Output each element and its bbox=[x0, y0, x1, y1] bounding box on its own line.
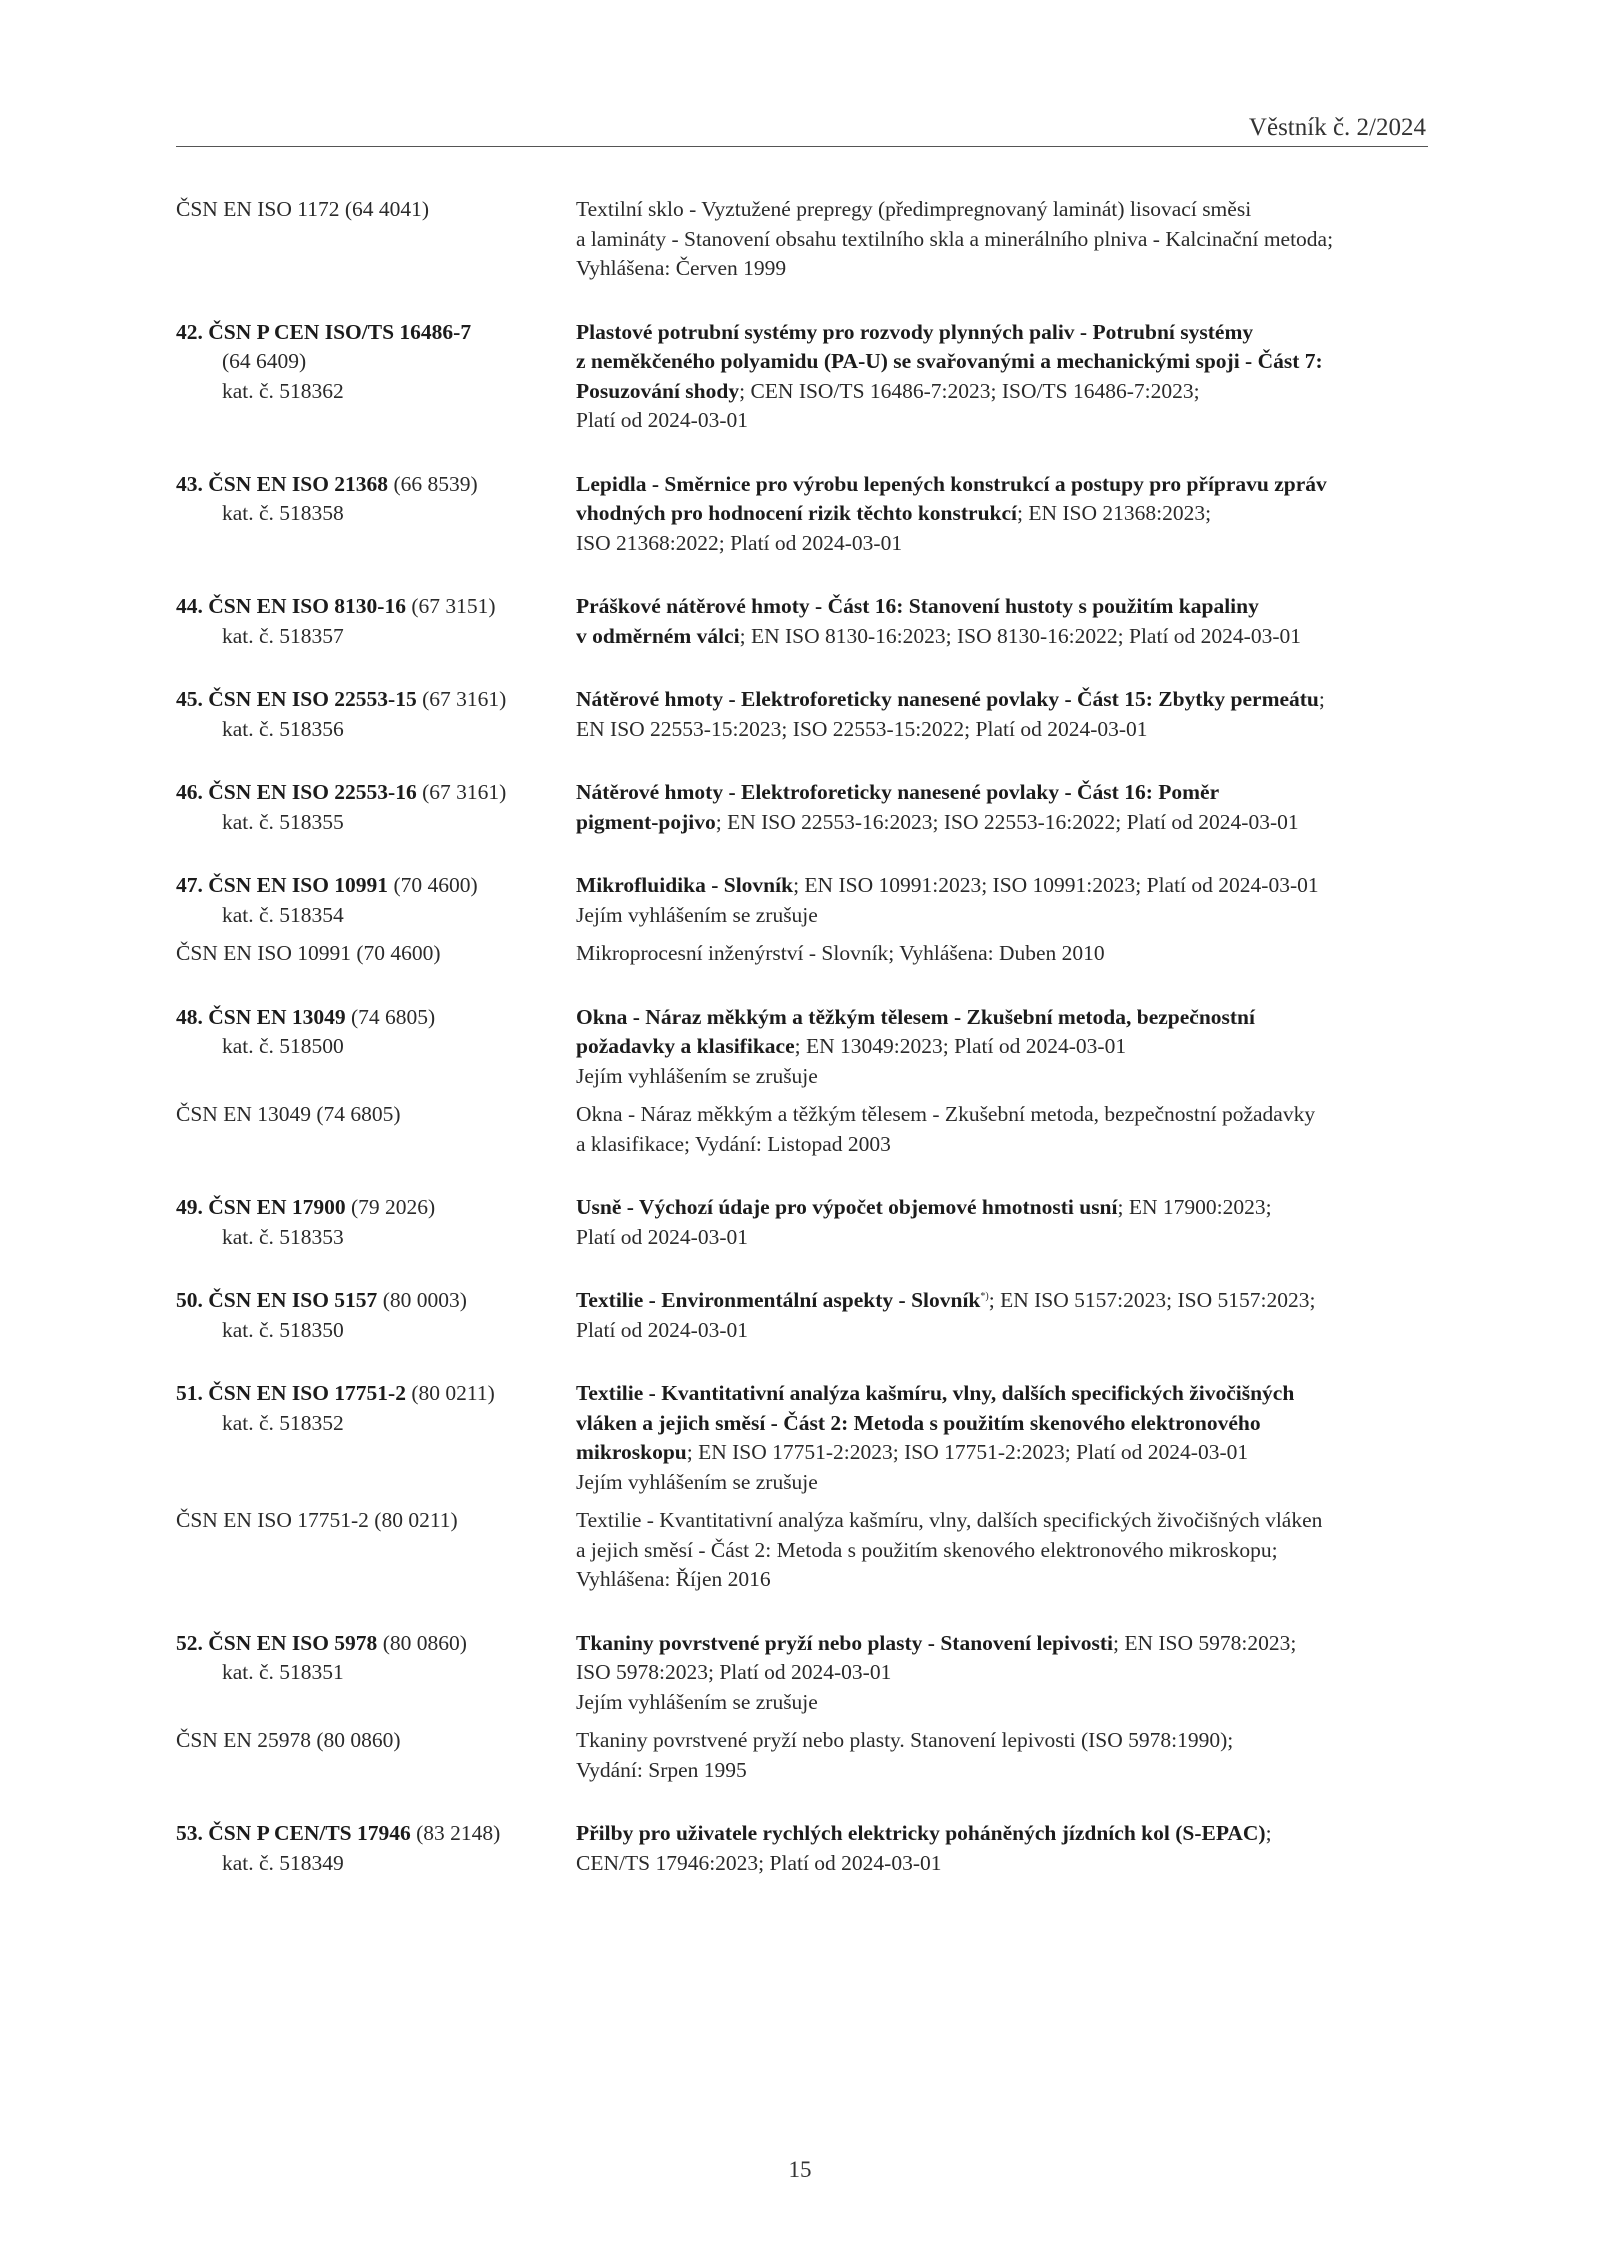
text-line bbox=[176, 778, 576, 808]
text-line bbox=[576, 1819, 1428, 1849]
standard-description bbox=[576, 871, 1428, 930]
text-line bbox=[576, 1379, 1428, 1409]
bold-text: Tkaniny povrstvené pryží nebo plasty - Stanovení lepivosti bbox=[576, 1630, 1113, 1655]
text-line bbox=[576, 195, 1428, 225]
text-line bbox=[176, 1003, 576, 1033]
standard-row bbox=[176, 1003, 1428, 1092]
superseded-standard-row bbox=[176, 1506, 1428, 1595]
bold-text: Přilby pro uživatele rychlých elektricky poháněných jízdních kol (S-EPAC) bbox=[576, 1821, 1266, 1845]
standard-entry bbox=[176, 778, 1428, 837]
standard-designation bbox=[176, 1629, 576, 1718]
bold-text: Textilie - Environmentální aspekty - Slovník bbox=[576, 1288, 981, 1312]
standard-designation bbox=[176, 1506, 576, 1595]
bold-text: 50. ČSN EN ISO 5157 bbox=[176, 1288, 378, 1312]
text-line bbox=[176, 499, 576, 529]
text-line bbox=[576, 499, 1428, 529]
page-header bbox=[176, 108, 1428, 147]
text: Tkaniny povrstvené pryží nebo plasty. Stanovení lepivosti (ISO 5978:1990); bbox=[576, 1728, 1234, 1752]
text-line bbox=[576, 1565, 1428, 1595]
text-line bbox=[176, 685, 576, 715]
text-line bbox=[576, 377, 1428, 407]
standard-description bbox=[576, 1506, 1428, 1595]
text-line bbox=[176, 1506, 576, 1536]
text-line bbox=[576, 1409, 1428, 1439]
bold-text: Okna - Náraz měkkým a těžkým tělesem - Zkušební metoda, bezpečnostní bbox=[576, 1004, 1255, 1029]
text-line bbox=[176, 1223, 576, 1253]
text: Jejím vyhlášením se zrušuje bbox=[576, 902, 818, 927]
text-line bbox=[576, 1726, 1428, 1756]
text-line bbox=[576, 778, 1428, 808]
text: Platí od 2024-03-01 bbox=[576, 1224, 748, 1249]
bold-text: v odměrném válci bbox=[576, 623, 740, 648]
text: Platí od 2024-03-01 bbox=[576, 408, 748, 432]
text: ČSN EN ISO 17751-2 (80 0211) bbox=[176, 1508, 458, 1532]
text: Okna - Náraz měkkým a těžkým tělesem - Zkušební metoda, bezpečnostní požadavky bbox=[576, 1102, 1316, 1126]
text-line bbox=[576, 347, 1428, 377]
text: ; EN 13049:2023; Platí od 2024-03-01 bbox=[794, 1034, 1127, 1058]
text: Vyhlášena: Říjen 2016 bbox=[576, 1567, 771, 1591]
text-line bbox=[176, 622, 576, 652]
text: Textilní sklo - Vyztužené prepregy (předimpregnovaný laminát) lisovací směsi bbox=[576, 197, 1252, 221]
text-line bbox=[176, 1658, 576, 1688]
text-line bbox=[176, 1726, 576, 1756]
text-line bbox=[576, 529, 1428, 559]
text: Jejím vyhlášením se zrušuje bbox=[576, 1689, 818, 1714]
text: a lamináty - Stanovení obsahu textilního skla a minerálního plniva - Kalcinační metoda; bbox=[576, 226, 1334, 251]
footnote-marker: *) bbox=[980, 1290, 989, 1302]
text: CEN/TS 17946:2023; Platí od 2024-03-01 bbox=[576, 1850, 942, 1875]
text: (83 2148) bbox=[410, 1821, 501, 1845]
standard-row bbox=[176, 1629, 1428, 1718]
standard-description bbox=[576, 318, 1428, 436]
standard-description bbox=[576, 195, 1428, 284]
text: kat. č. 518362 bbox=[222, 378, 344, 403]
bold-text: Posuzování shody bbox=[576, 378, 740, 403]
text: (67 3161) bbox=[416, 780, 507, 804]
text-line bbox=[176, 1286, 576, 1316]
bold-text: 52. ČSN EN ISO 5978 bbox=[176, 1630, 378, 1655]
text: ; bbox=[1265, 1821, 1272, 1845]
standard-row bbox=[176, 1819, 1428, 1878]
text-line bbox=[576, 715, 1428, 745]
bold-text: Mikrofluidika - Slovník bbox=[576, 873, 794, 897]
text: Textilie - Kvantitativní analýza kašmíru, vlny, dalších specifických živočišných vláken bbox=[576, 1508, 1323, 1532]
standard-row bbox=[176, 470, 1428, 559]
text-line bbox=[176, 347, 576, 377]
bold-text: 46. ČSN EN ISO 22553-16 bbox=[176, 780, 417, 804]
text-line bbox=[576, 1506, 1428, 1536]
bold-text: Lepidla - Směrnice pro výrobu lepených konstrukcí a postupy pro přípravu zpráv bbox=[576, 471, 1327, 496]
standards-list bbox=[176, 195, 1428, 1912]
text: kat. č. 518358 bbox=[222, 501, 344, 525]
text-line bbox=[176, 901, 576, 931]
text: ; EN ISO 5978:2023; bbox=[1112, 1630, 1297, 1655]
bold-text: mikroskopu bbox=[576, 1440, 687, 1464]
standard-designation bbox=[176, 1379, 576, 1497]
standard-entry bbox=[176, 1629, 1428, 1786]
standard-entry bbox=[176, 1819, 1428, 1878]
text-line bbox=[176, 470, 576, 500]
standard-row bbox=[176, 871, 1428, 930]
text: ČSN EN ISO 10991 (70 4600) bbox=[176, 941, 441, 965]
standard-description bbox=[576, 1379, 1428, 1497]
bold-text: Nátěrové hmoty - Elektroforeticky nanesené povlaky - Část 16: Poměr bbox=[576, 780, 1220, 804]
text-line bbox=[176, 1819, 576, 1849]
bold-text: vláken a jejich směsí - Část 2: Metoda s použitím skenového elektronového bbox=[576, 1410, 1261, 1435]
standard-description bbox=[576, 1629, 1428, 1718]
text: ; EN ISO 21368:2023; bbox=[1017, 501, 1212, 525]
text: ; EN ISO 10991:2023; ISO 10991:2023; Platí od 2024-03-01 bbox=[793, 873, 1319, 897]
text: ; bbox=[1318, 687, 1325, 711]
standard-designation bbox=[176, 1193, 576, 1252]
standard-description bbox=[576, 592, 1428, 651]
standard-row bbox=[176, 318, 1428, 436]
text: a klasifikace; Vydání: Listopad 2003 bbox=[576, 1131, 891, 1156]
text-line bbox=[176, 592, 576, 622]
bold-text: pigment-pojivo bbox=[576, 809, 716, 834]
text-line bbox=[576, 592, 1428, 622]
text: Jejím vyhlášením se zrušuje bbox=[576, 1063, 818, 1088]
text: (74 6805) bbox=[345, 1004, 436, 1029]
standard-designation bbox=[176, 871, 576, 930]
standard-description bbox=[576, 470, 1428, 559]
text-line bbox=[576, 225, 1428, 255]
text: ; EN ISO 8130-16:2023; ISO 8130-16:2022; Platí od 2024-03-01 bbox=[739, 623, 1301, 648]
text-line bbox=[176, 1193, 576, 1223]
bold-text: Nátěrové hmoty - Elektroforeticky nanesené povlaky - Část 15: Zbytky permeátu bbox=[576, 687, 1319, 711]
standard-description bbox=[576, 1286, 1428, 1345]
standard-designation bbox=[176, 1819, 576, 1878]
standard-entry bbox=[176, 195, 1428, 284]
text-line bbox=[176, 1316, 576, 1346]
text-line bbox=[576, 1062, 1428, 1092]
text-line bbox=[176, 715, 576, 745]
standard-entry bbox=[176, 318, 1428, 436]
text: ; CEN ISO/TS 16486-7:2023; ISO/TS 16486-7:2023; bbox=[739, 378, 1200, 403]
text: ; EN ISO 5157:2023; ISO 5157:2023; bbox=[988, 1288, 1316, 1312]
standard-row bbox=[176, 592, 1428, 651]
text-line bbox=[576, 254, 1428, 284]
text: kat. č. 518350 bbox=[222, 1317, 344, 1342]
standard-designation bbox=[176, 939, 576, 969]
text-line bbox=[576, 1658, 1428, 1688]
standard-entry bbox=[176, 1193, 1428, 1252]
bold-text: z neměkčeného polyamidu (PA-U) se svařovanými a mechanickými spoji - Část 7: bbox=[576, 349, 1323, 373]
text-line bbox=[576, 871, 1428, 901]
standard-entry bbox=[176, 1286, 1428, 1345]
standard-row bbox=[176, 1379, 1428, 1497]
bold-text: 49. ČSN EN 17900 bbox=[176, 1195, 346, 1219]
text: ČSN EN ISO 1172 (64 4041) bbox=[176, 197, 430, 221]
text-line bbox=[176, 871, 576, 901]
text: a jejich směsí - Část 2: Metoda s použitím skenového elektronového mikroskopu; bbox=[576, 1537, 1278, 1562]
standard-entry bbox=[176, 685, 1428, 744]
text-line bbox=[576, 622, 1428, 652]
text: (66 8539) bbox=[388, 471, 478, 496]
text-line bbox=[176, 1379, 576, 1409]
text: Jejím vyhlášením se zrušuje bbox=[576, 1469, 818, 1494]
standard-row bbox=[176, 1193, 1428, 1252]
text-line bbox=[176, 1849, 576, 1879]
bold-text: 43. ČSN EN ISO 21368 bbox=[176, 471, 389, 496]
text: kat. č. 518351 bbox=[222, 1660, 344, 1684]
text-line bbox=[576, 1130, 1428, 1160]
standard-entry bbox=[176, 1379, 1428, 1595]
text-line bbox=[576, 1629, 1428, 1659]
text-line bbox=[576, 1849, 1428, 1879]
bold-text: Práškové nátěrové hmoty - Část 16: Stanovení hustoty s použitím kapaliny bbox=[576, 594, 1259, 618]
text-line bbox=[576, 939, 1428, 969]
standard-designation bbox=[176, 1726, 576, 1785]
text: Vydání: Srpen 1995 bbox=[576, 1757, 747, 1782]
text-line bbox=[576, 1193, 1428, 1223]
text-line bbox=[176, 377, 576, 407]
bold-text: 44. ČSN EN ISO 8130-16 bbox=[176, 594, 406, 618]
standard-row bbox=[176, 685, 1428, 744]
text-line bbox=[576, 901, 1428, 931]
text: (80 0003) bbox=[377, 1288, 467, 1312]
text: kat. č. 518349 bbox=[222, 1850, 344, 1875]
standard-designation bbox=[176, 685, 576, 744]
text: (70 4600) bbox=[388, 873, 478, 897]
standard-entry bbox=[176, 1003, 1428, 1160]
page-number: 15 bbox=[788, 2157, 812, 2182]
text-line bbox=[576, 685, 1428, 715]
text: kat. č. 518357 bbox=[222, 623, 344, 648]
text: kat. č. 518356 bbox=[222, 716, 344, 741]
bold-text: 45. ČSN EN ISO 22553-15 bbox=[176, 687, 417, 711]
text-line bbox=[576, 1223, 1428, 1253]
standard-description bbox=[576, 1100, 1428, 1159]
bold-text: Plastové potrubní systémy pro rozvody plynných paliv - Potrubní systémy bbox=[576, 319, 1254, 344]
bold-text: 47. ČSN EN ISO 10991 bbox=[176, 873, 389, 897]
standard-designation bbox=[176, 1003, 576, 1092]
bold-text: vhodných pro hodnocení rizik těchto konstrukcí bbox=[576, 501, 1018, 525]
text: EN ISO 22553-15:2023; ISO 22553-15:2022; Platí od 2024-03-01 bbox=[576, 716, 1148, 741]
standard-designation bbox=[176, 592, 576, 651]
standard-entry bbox=[176, 592, 1428, 651]
text: kat. č. 518352 bbox=[222, 1410, 344, 1435]
text: (80 0860) bbox=[377, 1630, 467, 1655]
standard-description bbox=[576, 1726, 1428, 1785]
text-line bbox=[576, 1756, 1428, 1786]
superseded-standard-row bbox=[176, 939, 1428, 969]
text: ČSN EN 13049 (74 6805) bbox=[176, 1102, 401, 1126]
journal-title: Věstník č. 2/2024 bbox=[1248, 114, 1426, 141]
bold-text: požadavky a klasifikace bbox=[576, 1034, 795, 1058]
text: kat. č. 518355 bbox=[222, 809, 344, 834]
text-line bbox=[576, 1286, 1428, 1316]
text: kat. č. 518353 bbox=[222, 1224, 344, 1249]
text-line bbox=[176, 1032, 576, 1062]
text-line bbox=[576, 1468, 1428, 1498]
text-line bbox=[576, 1032, 1428, 1062]
standard-description bbox=[576, 685, 1428, 744]
bold-text: Usně - Výchozí údaje pro výpočet objemové hmotnosti usní bbox=[576, 1195, 1118, 1219]
text: Mikroprocesní inženýrství - Slovník; Vyhlášena: Duben 2010 bbox=[576, 941, 1105, 965]
standard-row bbox=[176, 778, 1428, 837]
standard-designation bbox=[176, 778, 576, 837]
text: (67 3151) bbox=[405, 594, 496, 618]
standard-row bbox=[176, 195, 1428, 284]
standard-description bbox=[576, 1819, 1428, 1878]
superseded-standard-row bbox=[176, 1100, 1428, 1159]
text: ISO 5978:2023; Platí od 2024-03-01 bbox=[576, 1660, 892, 1684]
text-line bbox=[176, 1409, 576, 1439]
bold-text: 51. ČSN EN ISO 17751-2 bbox=[176, 1381, 406, 1405]
standard-designation bbox=[176, 1286, 576, 1345]
text: ; EN ISO 17751-2:2023; ISO 17751-2:2023; Platí od 2024-03-01 bbox=[686, 1440, 1249, 1464]
text-line bbox=[176, 195, 576, 225]
text-line bbox=[576, 406, 1428, 436]
text-line bbox=[576, 1688, 1428, 1718]
text-line bbox=[176, 1629, 576, 1659]
standard-description bbox=[576, 1003, 1428, 1092]
bold-text: 42. ČSN P CEN ISO/TS 16486-7 bbox=[176, 319, 472, 344]
text-line bbox=[576, 1316, 1428, 1346]
text-line bbox=[176, 318, 576, 348]
text-line bbox=[576, 318, 1428, 348]
standard-description bbox=[576, 778, 1428, 837]
standard-description bbox=[576, 939, 1428, 969]
text-line bbox=[176, 1100, 576, 1130]
standard-entry bbox=[176, 470, 1428, 559]
text: kat. č. 518500 bbox=[222, 1034, 344, 1058]
text: (79 2026) bbox=[345, 1195, 436, 1219]
text: ČSN EN 25978 (80 0860) bbox=[176, 1728, 401, 1752]
text: (67 3161) bbox=[416, 687, 507, 711]
text: Platí od 2024-03-01 bbox=[576, 1317, 748, 1342]
bold-text: 53. ČSN P CEN/TS 17946 bbox=[176, 1821, 411, 1845]
bold-text: Textilie - Kvantitativní analýza kašmíru, vlny, dalších specifických živočišných bbox=[576, 1381, 1295, 1405]
superseded-standard-row bbox=[176, 1726, 1428, 1785]
standard-description bbox=[576, 1193, 1428, 1252]
text-line bbox=[576, 808, 1428, 838]
standard-designation bbox=[176, 1100, 576, 1159]
text: ; EN 17900:2023; bbox=[1117, 1195, 1272, 1219]
standard-designation bbox=[176, 470, 576, 559]
standard-entry bbox=[176, 871, 1428, 969]
text: (64 6409) bbox=[222, 349, 307, 373]
text: kat. č. 518354 bbox=[222, 902, 344, 927]
standard-designation bbox=[176, 195, 576, 284]
text: ; EN ISO 22553-16:2023; ISO 22553-16:2022; Platí od 2024-03-01 bbox=[715, 809, 1299, 834]
text-line bbox=[576, 1100, 1428, 1130]
text: (80 0211) bbox=[405, 1381, 495, 1405]
text: Vyhlášena: Červen 1999 bbox=[576, 256, 787, 280]
bold-text: 48. ČSN EN 13049 bbox=[176, 1004, 346, 1029]
text-line bbox=[176, 939, 576, 969]
text-line bbox=[176, 808, 576, 838]
text-line bbox=[576, 1003, 1428, 1033]
standard-designation bbox=[176, 318, 576, 436]
text-line bbox=[576, 470, 1428, 500]
text-line bbox=[576, 1536, 1428, 1566]
text: ISO 21368:2022; Platí od 2024-03-01 bbox=[576, 530, 903, 555]
standard-row bbox=[176, 1286, 1428, 1345]
text-line bbox=[576, 1438, 1428, 1468]
